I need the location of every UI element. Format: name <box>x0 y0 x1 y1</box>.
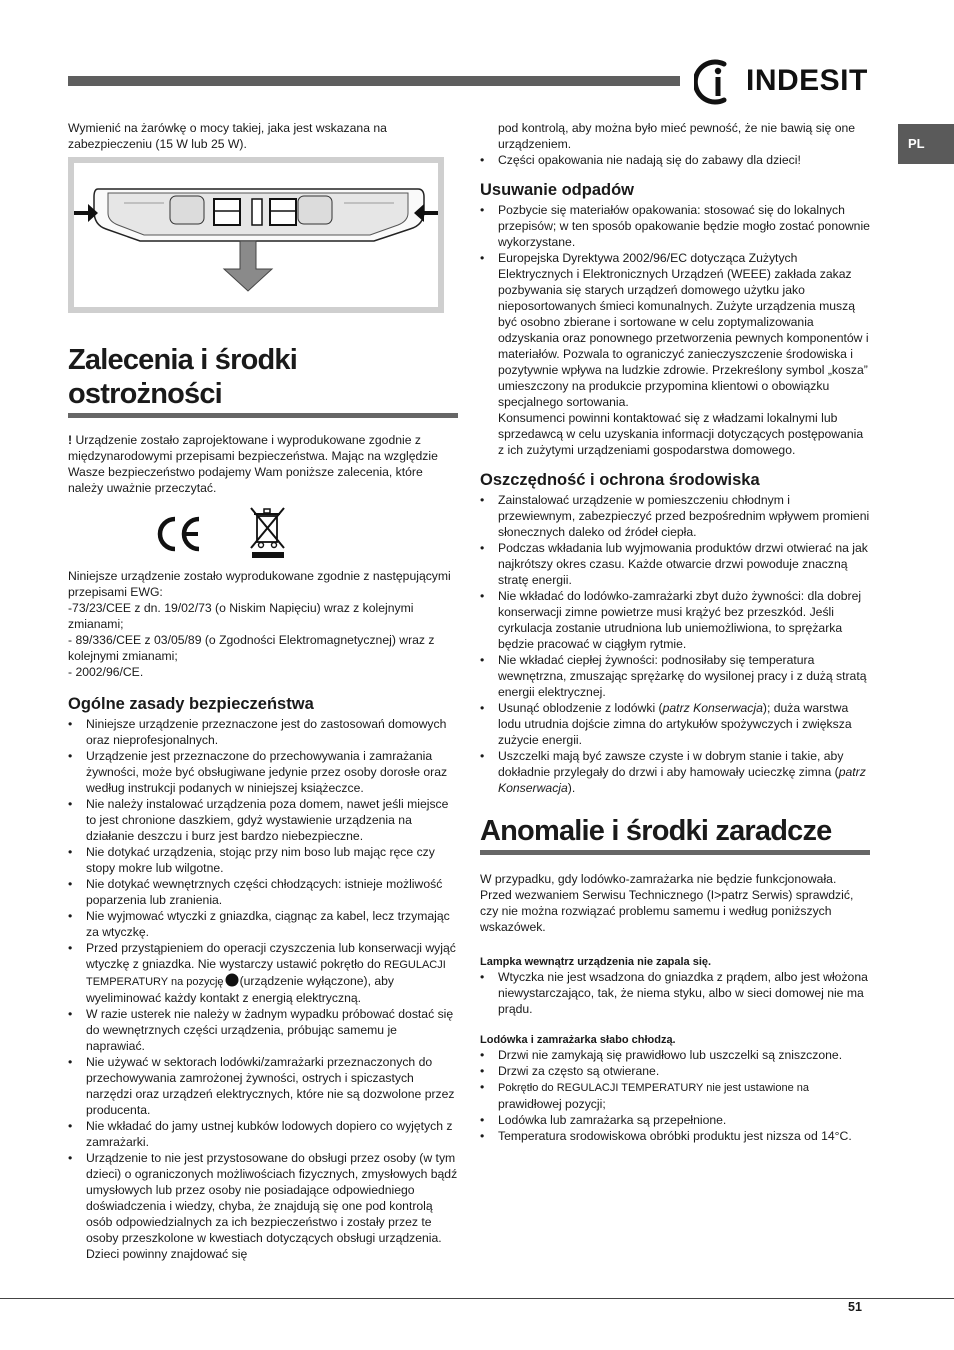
lamp-problem-list <box>480 969 870 1017</box>
language-tab: PL <box>898 124 954 164</box>
compliance-marks <box>68 502 458 564</box>
list-item: • Nie dotykać urządzenia, stojąc przy nim boso lub mając ręce czy stopy mokre lub wilgotne. <box>86 844 458 876</box>
list-item: • Lodówka lub zamrażarka są przepełnione. <box>498 1112 870 1128</box>
brand-logo <box>694 58 870 106</box>
seal-text: Uszczelki mają być zawsze czyste i w dobrym stanie i takie, aby dokładnie przylegały do drzwi i aby hamowały ucieczkę zimna ( <box>498 749 844 779</box>
maintenance-reference: patrz Konserwacja <box>498 765 866 795</box>
cooling-problem-title: Lodówka i zamrażarka słabo chłodzą. <box>480 1034 676 1046</box>
left-column <box>68 120 458 1262</box>
conformity-line: - 2002/96/CE. <box>68 665 144 679</box>
brand-emblem-icon <box>694 58 742 106</box>
list-item: • Temperatura srodowiskowa obróbki produktu jest nizsza od 14°C. <box>498 1128 870 1144</box>
list-item: • Nie dotykać wewnętrznych części chłodzących: istnieje możliwość poparzenia lub zranienia. <box>86 876 458 908</box>
packaging-list <box>480 152 870 168</box>
list-item: • Niniejsze urządzenie przeznaczone jest do zastosowań domowych oraz nieprofesjonalnych. <box>86 716 458 748</box>
right-column <box>480 120 870 1144</box>
list-item: • Drzwi nie zamykają się prawidłowo lub uszczelki są zniszczone. <box>498 1047 870 1063</box>
list-item: • Urządzenie jest przeznaczone do przechowywania i zamrażania żywności, może być obsługiwane jedynie przez osoby dorosłe oraz według instrukcji podanych w niniejszej książeczce. <box>86 748 458 796</box>
lamp-cover-figure <box>68 157 444 313</box>
list-item: • Nie wkładać ciepłej żywności: podnosiłaby się temperatura wewnętrzna, zmuszając sprężarkę do wysilonej pracy i z dużą stratą energii elektrycznej. <box>498 652 870 700</box>
conformity-line: Niniejsze urządzenie zostało wyprodukowane zgodnie z następującymi przepisami EWG: <box>68 569 451 599</box>
waste-list <box>480 202 870 410</box>
list-item <box>86 940 458 1006</box>
bulb-instruction: Wymienić na żarówkę o mocy takiej, jaka jest wskazana na zabezpieczeniu (15 W lub 25 W). <box>68 121 387 151</box>
safety-heading: Zalecenia i środki ostrożności <box>68 343 458 418</box>
cleaning-text: Przed przystąpieniem do operacji czyszczenia lub konserwacji wyjąć wtyczkę z gniazdka. Nie wystarczy ustawić pokrętło do <box>86 941 456 971</box>
troubleshooting-intro: W przypadku, gdy lodówko-zamrażarka nie będzie funkcjonowała. Przed wezwaniem Serwisu Technicznego (I>patrz Serwis) sprawdzić, czy nie można rozwiązać problemu samemu i według poniższych wskazówek. <box>480 872 854 934</box>
waste-disposal-heading: Usuwanie odpadów <box>480 181 635 199</box>
cooling-problem-list <box>480 1047 870 1144</box>
temperature-control-label: REGULACJI TEMPERATURY na pozycję <box>86 959 446 988</box>
list-item: • Części opakowania nie nadają się do zabawy dla dzieci! <box>498 152 870 168</box>
header-bar <box>68 76 680 86</box>
list-item: • Urządzenie to nie jest przystosowane do obsługi przez osoby (w tym dzieci) o ograniczonych możliwościach fizycznych, zmysłowych bądź umysłowych lub przez osoby nie posiadające odpowiedniego doświadczenia i wiedzy, chyba, że znajdują się one pod kontrolą osób odpowiedzialnych za ich bezpieczeństwo i zostały przez te osoby przeszkolone w kwestiach dotyczących obsługi urządzenia. Dzieci powinny znajdować się <box>86 1150 458 1262</box>
knob-setting-text-rest: prawidłowej pozycji; <box>498 1097 606 1111</box>
list-item: • Zainstalować urządzenie w pomieszczeniu chłodnym i przewiewnym, zabezpieczyć przed bezpośrednim wpływem promieni słonecznych daleko od źródeł ciepła. <box>498 492 870 540</box>
warning-paragraph <box>68 432 458 496</box>
continued-text: pod kontrolą, aby można było mieć pewność, że nie bawią się one urządzeniem. <box>498 121 856 151</box>
safety-list <box>68 716 458 1262</box>
list-item: • Nie wkładać do lodówko-zamrażarki zbyt dużo żywności: dla dobrej konserwacji zimne powietrze musi krążyć bez przeszkód. Jeśli cyrkulacja zostanie utrudniona lub uniemożliwiona, to sprężarka będzie pracować w ciągłym rytmie. <box>498 588 870 652</box>
weee-bin-icon <box>248 504 288 560</box>
footer-rule <box>0 1298 954 1299</box>
waste-note: Konsumenci powinni kontaktować się z władzami lokalnymi lub sprzedawcą w celu uzyskania informacji dotyczących postępowania z ich zużytymi urządzeniami gospodarstwa domowego. <box>498 411 864 457</box>
defrost-text-rest: ); duża warstwa lodu utrudnia dojście zimna do artykułów spożywczych i zwiększa zużycie energii. <box>498 701 852 747</box>
defrost-text: Usunąć oblodzenie z lodówki ( <box>498 701 663 715</box>
conformity-line: - 89/336/CEE z 03/05/89 (o Zgodności Elektromagnetycznej) wraz z kolejnymi zmianami; <box>68 633 435 663</box>
general-safety-heading: Ogólne zasady bezpieczeństwa <box>68 695 314 713</box>
warning-text: Urządzenie zostało zaprojektowane i wyprodukowane zgodnie z międzynarodowymi przepisami bezpieczeństwa. Mając na względzie Wasze bezpieczeństwo podajemy Wam poniższe zalecenia, które należy uważnie przeczytać. <box>68 433 438 495</box>
lamp-problem-title: Lampka wewnątrz urządzenia nie zapala się. <box>480 956 712 968</box>
troubleshooting-heading: Anomalie i środki zaradcze <box>480 814 870 855</box>
list-item: • Pozbycie się materiałów opakowania: stosować się do lokalnych przepisów; w ten sposób opakowanie będzie mogło zostać ponownie wykorzystane. <box>498 202 870 250</box>
knob-setting-text: Pokrętło do REGULACJI TEMPERATURY nie jest ustawione na <box>498 1082 809 1094</box>
seal-text-rest: ). <box>567 781 576 795</box>
brand-name: INDESIT <box>746 64 868 97</box>
list-item: • Podczas wkładania lub wyjmowania produktów drzwi otwierać na jak najkrótszy okres czasu. Każde otwarcie drzwi powoduje znaczną stratę energii. <box>498 540 870 588</box>
list-item: • Europejska Dyrektywa 2002/96/EC dotycząca Zużytych Elektrycznych i Elektronicznych Urządzeń (WEEE) zakłada zakaz pozbywania się starych urządzeń domowego użytku jako nieposortowanych śmieci komunalnych. Zużyte urządzenia muszą być osobno zbierane i sortowane w celu zoptymalizowania odzyskania oraz ponownego przetworzenia pewnych komponentów i materiałów. Pozwala to ograniczyć zanieczyszczenie środowiska i pozytywnie wpływa na ludzkie zdrowie. Przekreślony symbol „kosza” umieszczony na produkcie przypomina klientowi o obowiązku specjalnego sortowania. <box>498 250 870 410</box>
list-item: • Nie wkładać do jamy ustnej kubków lodowych dopiero co wyjętych z zamrażarki. <box>86 1118 458 1150</box>
list-item <box>498 748 870 796</box>
list-item: • Nie wyjmować wtyczki z gniazdka, ciągnąc za kabel, lecz trzymając za wtyczkę. <box>86 908 458 940</box>
energy-saving-heading: Oszczędność i ochrona środowiska <box>480 471 760 489</box>
lamp-cover-illustration <box>74 163 438 307</box>
list-item: • Nie używać w sektorach lodówki/zamrażarki przeznaczonych do przechowywania zamrożonej żywności, ostrych i spiczastych narzędzi oraz urządzeń elektrycznych, które nie są dozwolone przez producenta. <box>86 1054 458 1118</box>
list-item: • Drzwi za często są otwierane. <box>498 1063 870 1079</box>
list-item <box>498 1079 870 1112</box>
ce-mark-icon <box>154 514 204 554</box>
list-item: • Nie należy instalować urządzenia poza domem, nawet jeśli miejsce to jest chronione daszkiem, gdyż wystawienie urządzenia na działanie deszczu i burz jest bardzo niebezpieczne. <box>86 796 458 844</box>
conformity-line: -73/23/CEE z dn. 19/02/73 (o Niskim Napięciu) wraz z kolejnymi zmianami; <box>68 601 414 631</box>
page-number: 51 <box>848 1300 862 1314</box>
cleaning-text-rest: (urządzenie wyłączone), aby wyeliminować każdy kontakt z energią elektryczną. <box>86 974 395 1005</box>
maintenance-reference: patrz Konserwacja <box>662 701 763 715</box>
list-item <box>498 700 870 748</box>
warning-mark: ! <box>68 433 73 447</box>
list-item: • W razie usterek nie należy w żadnym wypadku próbować dostać się do wewnętrznych części urządzenia, próbując samemu je naprawiać. <box>86 1006 458 1054</box>
off-position-icon <box>225 973 239 987</box>
list-item: • Wtyczka nie jest wsadzona do gniazdka z prądem, albo jest włożona niewystarczająco, tak, że niema styku, albo w sieci domowej nie ma prądu. <box>498 969 870 1017</box>
energy-list <box>480 492 870 796</box>
